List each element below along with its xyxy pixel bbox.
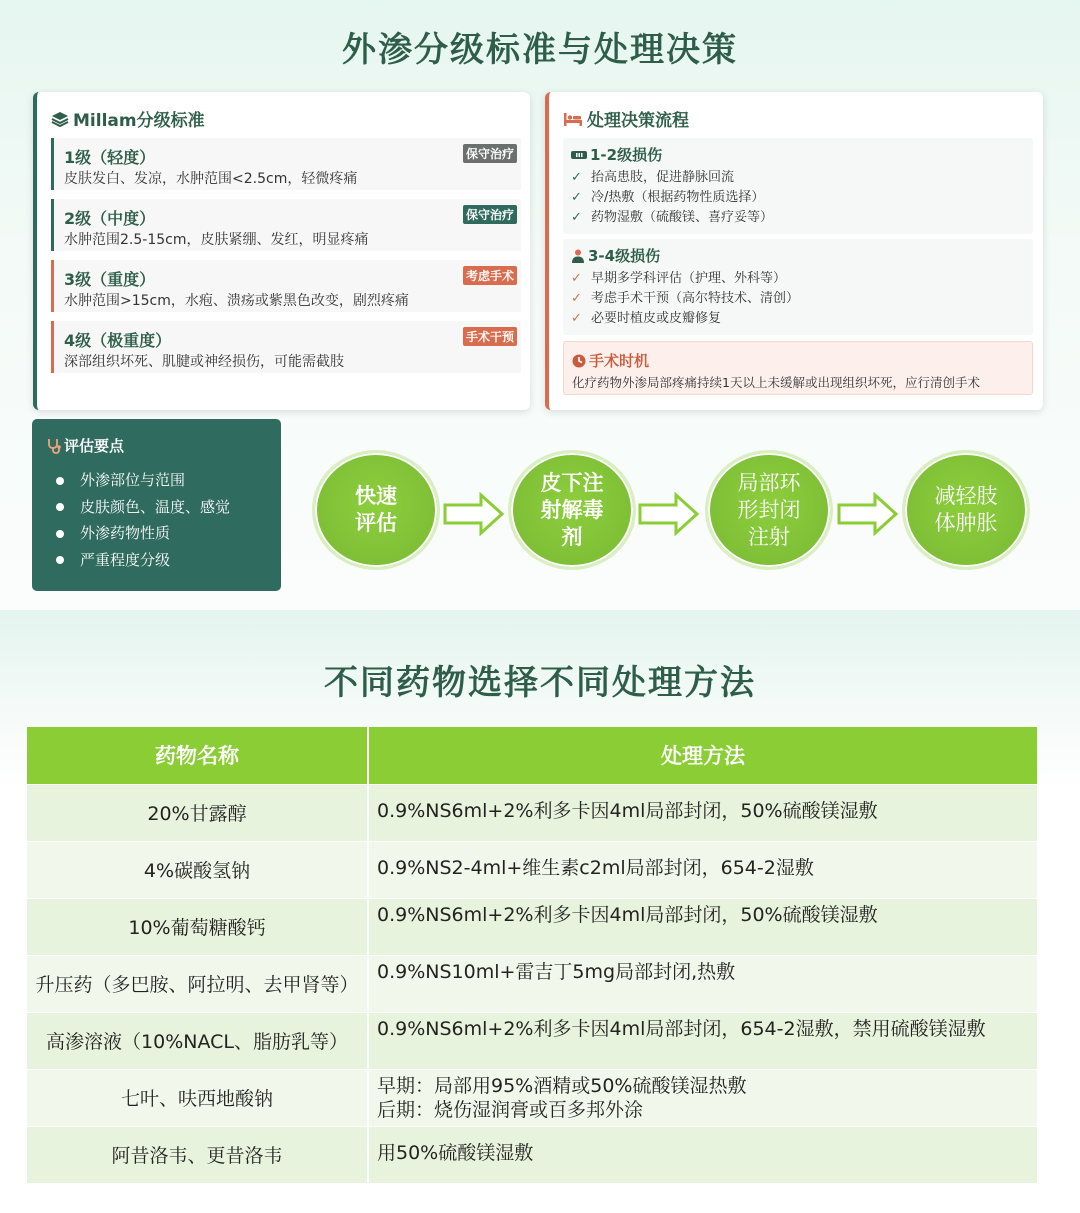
list-item: [56, 467, 230, 494]
timing-title-text: 手术时机: [589, 352, 650, 370]
step-label: 快速 评估: [355, 484, 397, 535]
evaluation-heading-text: 评估要点: [64, 437, 125, 455]
step-label: 局部环 形封闭 注射: [737, 470, 801, 549]
grade-desc: 深部组织坏死、肌腱或神经损伤，可能需截肢: [64, 354, 344, 370]
table-header-row: [27, 727, 1037, 784]
drug-cell: 升压药（多巴胺、阿拉明、去甲肾等）: [27, 955, 368, 1012]
list-item: [571, 168, 773, 188]
grade-title: 1级（轻度）: [64, 148, 156, 167]
grade-title: 2级（中度）: [64, 209, 156, 228]
arrow-right-icon: [638, 492, 700, 536]
millam-heading-text: Millam分级标准: [73, 111, 205, 131]
drug-cell: 阿昔洛韦、更昔洛韦: [27, 1126, 368, 1183]
timing-desc: 化疗药物外渗局部疼痛持续1天以上未缓解或出现组织坏死，应行清创手术: [572, 375, 980, 390]
list-item: [571, 208, 773, 228]
step-circle-1: [312, 450, 440, 570]
arrow-right-icon: [837, 492, 899, 536]
drug-table: [27, 727, 1037, 1183]
table-row: [27, 898, 1037, 955]
check-icon: ✓: [571, 170, 582, 185]
grade-tag: 保守治疗: [463, 144, 517, 163]
arrow-right-icon: [443, 492, 505, 536]
block-title: [571, 245, 660, 266]
column-header-method: 处理方法: [368, 727, 1037, 784]
flow-block-grade-3-4: [563, 239, 1033, 335]
grade-3: [51, 260, 521, 312]
drug-cell: 20%甘露醇: [27, 784, 368, 841]
list-item-text: 必要时植皮或皮瓣修复: [591, 311, 722, 326]
table-row: [27, 1069, 1037, 1126]
evaluation-heading: [46, 435, 124, 456]
grade-desc: 水肿范围>15cm，水疱、溃疡或紫黑色改变，剧烈疼痛: [64, 293, 409, 309]
list-item: [56, 494, 230, 521]
list-item: [571, 309, 799, 329]
grade-tag: 保守治疗: [463, 205, 517, 224]
bandage-icon: [571, 150, 587, 160]
list-item: [56, 520, 230, 547]
grade-desc: 水肿范围2.5-15cm，皮肤紧绷、发红，明显疼痛: [64, 232, 369, 248]
block-list: [571, 269, 799, 329]
section-title: 不同药物选择不同处理方法: [324, 663, 756, 703]
check-icon: ✓: [571, 291, 582, 306]
step-circle-2: [508, 450, 636, 570]
drug-cell: 七叶、呋西地酸钠: [27, 1069, 368, 1126]
step-label: 皮下注 射解毒 剂: [540, 470, 604, 549]
block-list: [571, 168, 773, 228]
method-cell: 0.9%NS6ml+2%利多卡因4ml局部封闭，50%硫酸镁湿敷: [368, 784, 1037, 841]
method-cell: 0.9%NS2-4ml+维生素c2ml局部封闭，654-2湿敷: [368, 841, 1037, 898]
grade-1: [51, 138, 521, 190]
block-title-text: 1-2级损伤: [590, 146, 663, 164]
drug-cell: 10%葡萄糖酸钙: [27, 898, 368, 955]
step-circle-3: [705, 450, 833, 570]
list-item: [571, 188, 773, 208]
list-item-text: 药物湿敷（硫酸镁、喜疗妥等）: [591, 210, 774, 225]
grade-4: [51, 321, 521, 373]
check-icon: ✓: [571, 311, 582, 326]
stethoscope-icon: [46, 438, 62, 454]
method-cell: 用50%硫酸镁湿敷: [368, 1126, 1037, 1183]
grade-tag: 手术干预: [463, 327, 517, 346]
list-item: [571, 269, 799, 289]
list-item: [571, 289, 799, 309]
surgery-timing: [563, 341, 1033, 395]
list-item-text: 冷/热敷（根据药物性质选择）: [591, 190, 765, 205]
method-cell: 早期：局部用95%酒精或50%硫酸镁湿热敷 后期：烧伤湿润膏或百多邦外涂: [368, 1069, 1037, 1126]
evaluation-list: [56, 467, 230, 573]
flow-heading-text: 处理决策流程: [587, 111, 689, 131]
grade-2: [51, 199, 521, 251]
evaluation-panel: [32, 419, 281, 591]
grade-title: 3级（重度）: [64, 270, 156, 289]
table-row: [27, 841, 1037, 898]
list-item-text: 抬高患肢，促进静脉回流: [591, 170, 735, 185]
bullet-icon: [56, 530, 64, 538]
timing-title: [572, 350, 649, 371]
check-icon: ✓: [571, 210, 582, 225]
page-title: 外渗分级标准与处理决策: [342, 30, 738, 70]
bullet-icon: [56, 477, 64, 485]
list-item-text: 早期多学科评估（护理、外科等）: [591, 271, 787, 286]
millam-heading: [51, 106, 205, 131]
drug-cell: 4%碳酸氢钠: [27, 841, 368, 898]
method-cell: 0.9%NS6ml+2%利多卡因4ml局部封闭，654-2湿敷，禁用硫酸镁湿敷: [368, 1012, 1037, 1069]
block-title: [571, 144, 662, 165]
list-item-text: 考虑手术干预（高尔特技术、清创）: [591, 291, 800, 306]
table-row: [27, 1126, 1037, 1183]
step-circle-4: [902, 450, 1030, 570]
layers-icon: [51, 111, 69, 127]
millam-card: [33, 92, 530, 410]
table-row: [27, 955, 1037, 1012]
list-item: [56, 547, 230, 574]
list-item-text: 外渗部位与范围: [80, 471, 186, 489]
list-item-text: 皮肤颜色、温度、感觉: [80, 497, 231, 516]
table-row: [27, 784, 1037, 841]
table-row: [27, 1012, 1037, 1069]
hospital-bed-icon: [563, 111, 583, 127]
column-header-drug: 药物名称: [27, 727, 368, 784]
block-title-text: 3-4级损伤: [588, 247, 661, 265]
list-item-text: 严重程度分级: [80, 550, 171, 569]
doctor-icon: [571, 249, 585, 263]
check-icon: ✓: [571, 271, 582, 286]
check-icon: ✓: [571, 190, 582, 205]
list-item-text: 外渗药物性质: [80, 524, 171, 542]
step-label: 减轻肢 体肿胀: [934, 484, 998, 535]
flow-block-grade-1-2: [563, 138, 1033, 234]
decision-flow-card: [545, 92, 1043, 410]
clock-icon: [572, 354, 586, 368]
grade-title: 4级（极重度）: [64, 331, 172, 350]
grade-desc: 皮肤发白、发凉，水肿范围<2.5cm，轻微疼痛: [64, 171, 358, 187]
flow-heading: [563, 106, 689, 131]
method-cell: 0.9%NS6ml+2%利多卡因4ml局部封闭，50%硫酸镁湿敷: [368, 898, 1037, 955]
method-cell: 0.9%NS10ml+雷吉丁5mg局部封闭,热敷: [368, 955, 1037, 1012]
drug-cell: 高渗溶液（10%NACL、脂肪乳等）: [27, 1012, 368, 1069]
bullet-icon: [56, 503, 64, 511]
grade-tag: 考虑手术: [463, 266, 517, 285]
bullet-icon: [56, 556, 64, 564]
